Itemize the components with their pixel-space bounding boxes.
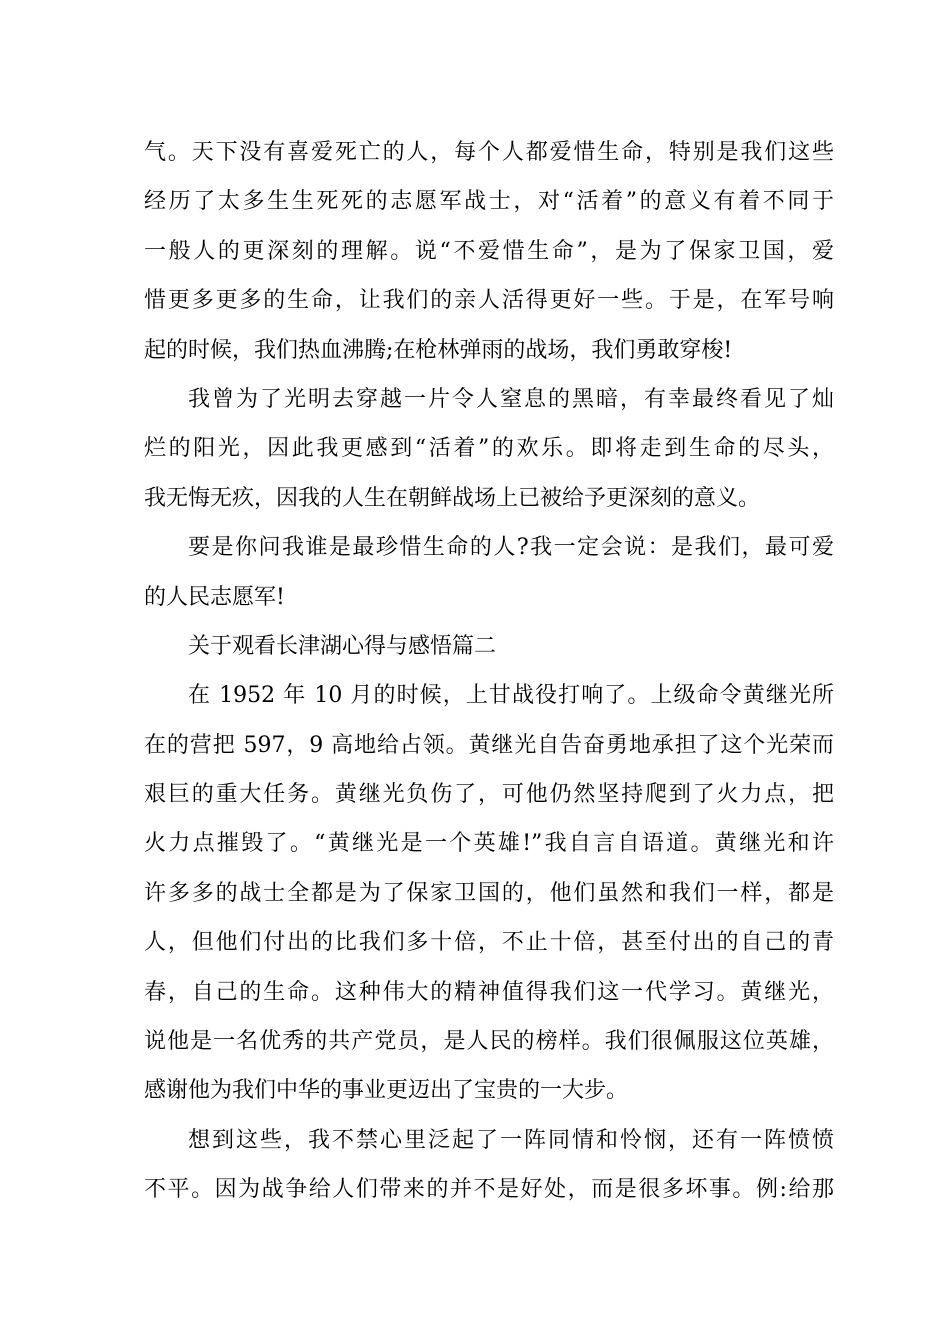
text-line: 惜更多更多的生命，让我们的亲人活得更好一些。于是，在军号响 (144, 288, 834, 314)
paragraph (144, 375, 834, 523)
text-line: 起的时候，我们热血沸腾;在枪林弹雨的战场，我们勇敢穿梭! (144, 337, 733, 363)
text-line: 关于观看长津湖心得与感悟篇二 (188, 633, 497, 659)
text-line: 火力点摧毁了。“黄继光是一个英雄!”我自言自语道。黄继光和许 (144, 831, 834, 857)
paragraph (144, 128, 834, 375)
paragraph (144, 671, 834, 1116)
paragraph (144, 523, 834, 622)
text-line: 要是你问我谁是最珍惜生命的人?我一定会说：是我们，最可爱 (188, 535, 834, 561)
text-line: 春，自己的生命。这种伟大的精神值得我们这一代学习。黄继光， (144, 979, 834, 1005)
text-line: 想到这些，我不禁心里泛起了一阵同情和怜悯，还有一阵愤愤 (188, 1127, 834, 1153)
text-line: 一般人的更深刻的理解。说“不爱惜生命”，是为了保家卫国，爱 (144, 238, 834, 264)
paragraph (144, 1116, 834, 1215)
text-line: 我曾为了光明去穿越一片令人窒息的黑暗，有幸最终看见了灿 (188, 386, 834, 412)
text-line: 的人民志愿军! (144, 584, 285, 610)
text-line: 艰巨的重大任务。黄继光负伤了，可他仍然坚持爬到了火力点，把 (144, 782, 834, 808)
text-line: 说他是一名优秀的共产党员，是人民的榜样。我们很佩服这位英雄， (144, 1029, 834, 1055)
text-line: 在 1952 年 10 月的时候，上甘战役打响了。上级命令黄继光所 (188, 683, 834, 709)
text-line: 感谢他为我们中华的事业更迈出了宝贵的一大步。 (144, 1078, 629, 1104)
text-line: 经历了太多生生死死的志愿军战士，对“活着”的意义有着不同于 (144, 189, 834, 215)
text-line: 人，但他们付出的比我们多十倍，不止十倍，甚至付出的自己的青 (144, 930, 834, 956)
text-line: 不平。因为战争给人们带来的并不是好处，而是很多坏事。例:给那 (144, 1177, 834, 1203)
text-line: 我无悔无疚，因我的人生在朝鲜战场上已被给予更深刻的意义。 (144, 485, 761, 511)
text-line: 在的营把 597，9 高地给占领。黄继光自告奋勇地承担了这个光荣而 (144, 732, 834, 758)
text-line: 气。天下没有喜爱死亡的人，每个人都爱惜生命，特别是我们这些 (144, 140, 834, 165)
document-body (144, 128, 834, 1215)
section-heading (144, 622, 834, 671)
text-line: 许多多的战士全都是为了保家卫国的，他们虽然和我们一样，都是 (144, 880, 834, 906)
text-line: 烂的阳光，因此我更感到“活着”的欢乐。即将走到生命的尽头， (144, 436, 834, 462)
